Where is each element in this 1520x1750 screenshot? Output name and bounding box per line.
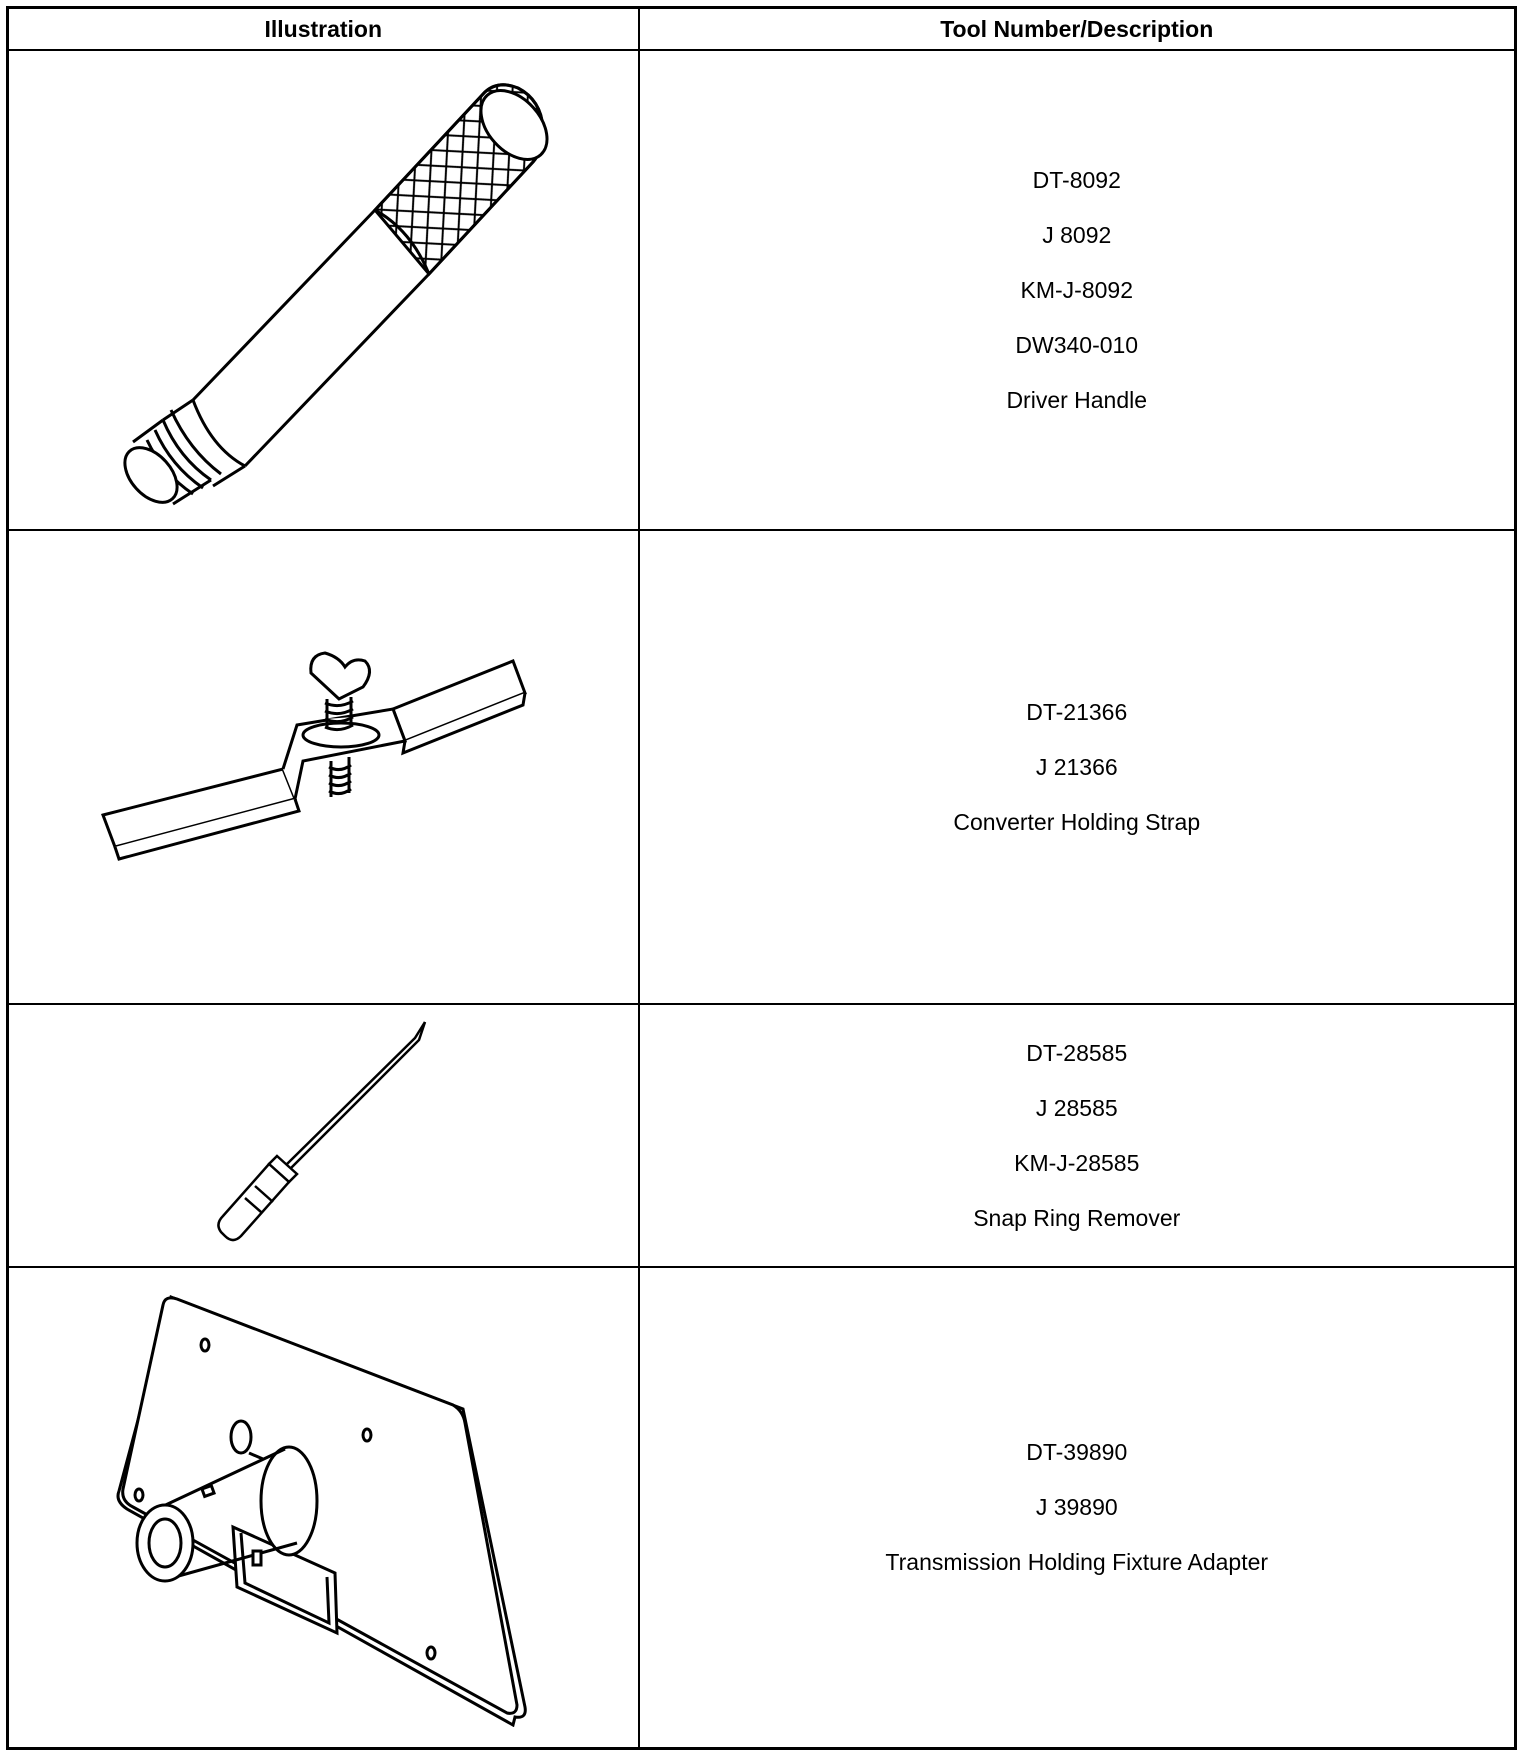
tool-description: Snap Ring Remover xyxy=(973,1204,1181,1231)
illustration-cell xyxy=(8,530,639,1004)
tool-number-dt: DT-21366 xyxy=(1026,698,1128,725)
header-illustration: Illustration xyxy=(8,8,639,51)
tool-number-j: J 28585 xyxy=(1035,1094,1118,1121)
tool-number-km: KM-J-28585 xyxy=(1014,1149,1140,1176)
illustration-cell xyxy=(8,1267,639,1748)
table-row xyxy=(8,50,1516,530)
special-tools-table xyxy=(6,6,1517,1750)
tool-description-cell xyxy=(639,530,1516,1004)
tool-number-dw: DW340-010 xyxy=(1015,331,1139,358)
tool-description-cell xyxy=(639,50,1516,530)
converter-holding-strap-icon xyxy=(93,637,553,897)
illustration-cell xyxy=(8,1004,639,1267)
driver-handle-icon xyxy=(93,70,553,510)
tool-description-cell xyxy=(639,1004,1516,1267)
tool-number-dt: DT-28585 xyxy=(1026,1039,1128,1066)
tool-description: Driver Handle xyxy=(1006,386,1148,413)
table-row xyxy=(8,1004,1516,1267)
snap-ring-remover-icon xyxy=(203,1016,443,1256)
header-tool-number-description: Tool Number/Description xyxy=(639,8,1516,51)
tool-number-j: J 8092 xyxy=(1042,221,1112,248)
illustration-cell xyxy=(8,50,639,530)
table-row xyxy=(8,530,1516,1004)
tool-number-dt: DT-8092 xyxy=(1032,166,1121,193)
tool-number-j: J 39890 xyxy=(1035,1493,1118,1520)
tool-description: Transmission Holding Fixture Adapter xyxy=(885,1548,1269,1575)
tool-number-km: KM-J-8092 xyxy=(1020,276,1133,303)
tool-description: Converter Holding Strap xyxy=(953,808,1201,835)
tool-number-dt: DT-39890 xyxy=(1026,1438,1128,1465)
table-header-row xyxy=(8,8,1516,51)
tool-number-j: J 21366 xyxy=(1035,753,1118,780)
transmission-holding-fixture-adapter-icon xyxy=(113,1287,533,1727)
table-row xyxy=(8,1267,1516,1748)
tool-description-cell xyxy=(639,1267,1516,1748)
